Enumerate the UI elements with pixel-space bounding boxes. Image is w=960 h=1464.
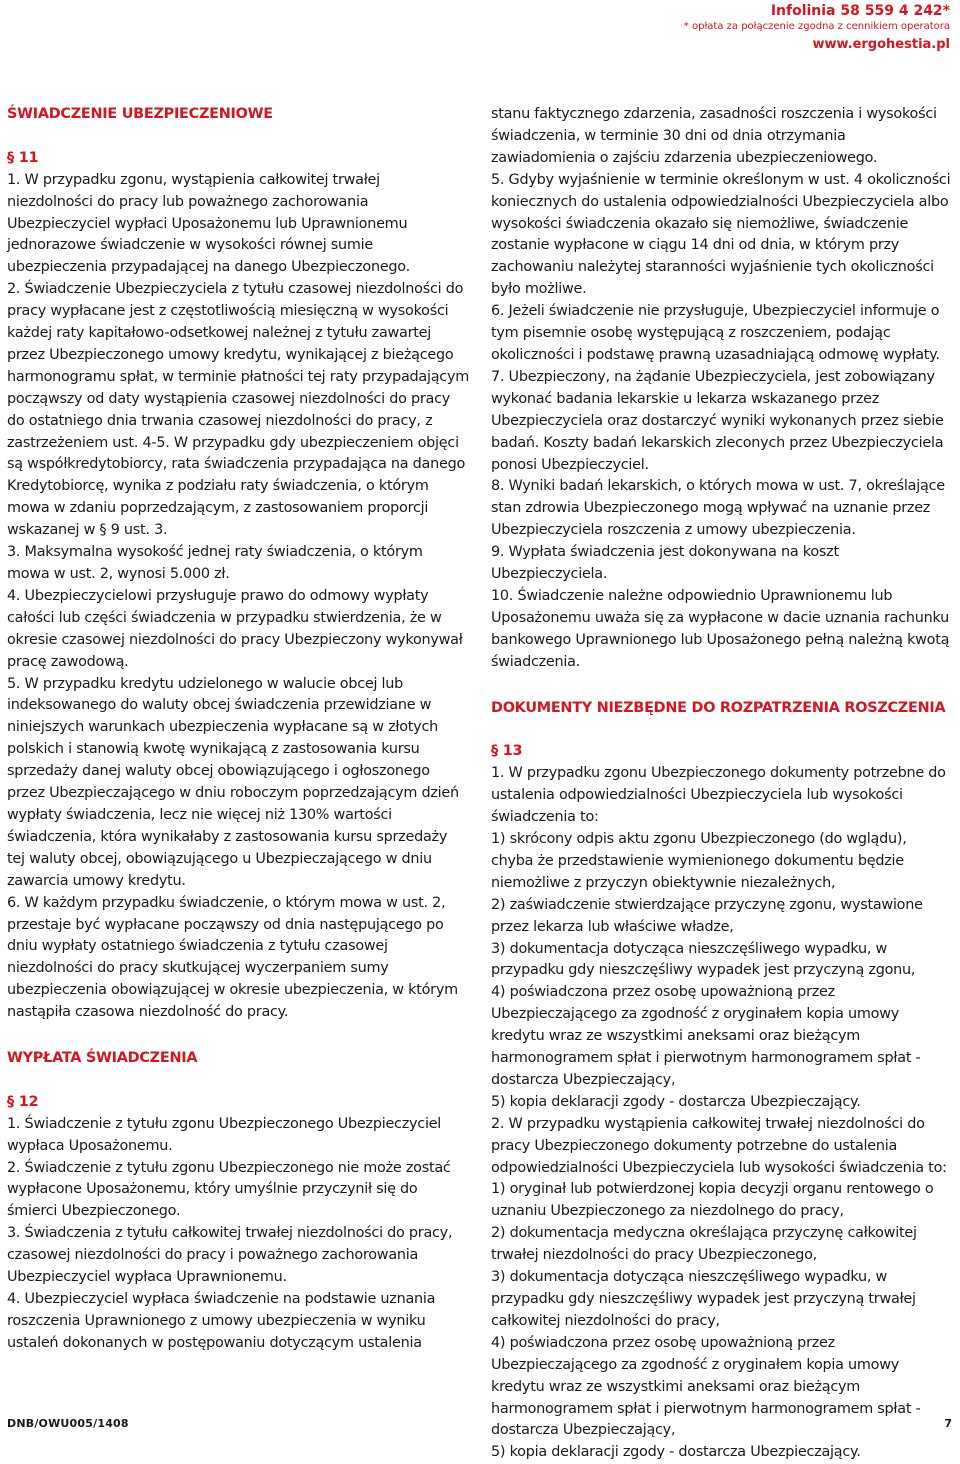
clause-12-9: 9. Wypłata świadczenia jest dokonywana na koszt Ubezpieczyciela.	[491, 544, 839, 583]
clause-13-1: 1. W przypadku zgonu Ubezpieczonego dokumenty potrzebne do ustalenia odpowiedzialności Ubezpieczyciela lub wysokości świadczenia to:	[491, 765, 946, 826]
right-column	[491, 104, 951, 1464]
clause-12-10: 10. Świadczenie należne odpowiednio Uprawnionemu lub Uposażonemu uważa się za wypłacone w dacie uznania rachunku bankowego Uprawnionego lub Uposażonego pełną należną kwotą świadczenia.	[491, 587, 950, 670]
clause-13-1-item-5: 5) kopia deklaracji zgody - dostarcza Ubezpieczający.	[491, 1093, 861, 1110]
clause-12-1: 1. Świadczenie z tytułu zgonu Ubezpieczonego Ubezpieczyciel wypłaca Uposażonemu.	[7, 1115, 442, 1154]
hotline-number: Infolinia 58 559 4 242*	[770, 3, 950, 19]
clause-13-1-item-4: 4) poświadczona przez osobę upoważnioną przez Ubezpieczającego za zgodność z oryginałem kopia umowy kredytu wraz ze wszystkimi aneksami oraz bieżącym harmonogramem spłat i pierwotnym harmonogramem spłat - dostarcza Ubezpieczający,	[491, 984, 921, 1088]
clause-12-5: 5. Gdyby wyjaśnienie w terminie określonym w ust. 4 okoliczności koniecznych do ustalenia odpowiedzialności Ubezpieczyciela albo wysokości świadczenia okazało się niemożliwe, świadczenie zostanie wypłacone w ciągu 14 dni od dnia, w którym przy zachowaniu należytej staranności wyjaśnienie tych okoliczności było możliwe.	[491, 171, 951, 298]
clause-11-3: 3. Maksymalna wysokość jednej raty świadczenia, o którym mowa w ust. 2, wynosi 5.000 zł.	[7, 544, 423, 583]
document-code: DNB/OWU005/1408	[7, 1417, 129, 1430]
clause-13-2-item-1: 1) oryginał lub potwierdzonej kopia decyzji organu rentowego o uznaniu Ubezpieczonego za niezdolnego do pracy,	[491, 1181, 934, 1220]
clause-11-5: 5. W przypadku kredytu udzielonego w walucie obcej lub indeksowanego do waluty obcej świadczenia przewidziane w niniejszych warunkach ubezpieczenia wypłacane są w złotych polskich i stanowią kwotę wynikającą z zastosowania kursu sprzedaży danej waluty obcej obowiązującego i ogłoszonego przez Ubezpieczającego w dniu roboczym poprzedzającym dzień wypłaty świadczenia, lecz nie więcej niż 130% wartości świadczenia, która wynikałaby z zastosowania kursu sprzedaży tej waluty obcej, obowiązującego u Ubezpieczającego w dniu zawarcia umowy kredytu.	[7, 675, 459, 889]
website-link[interactable]: www.ergohestia.pl	[812, 37, 950, 52]
page-header	[684, 2, 950, 54]
clause-13-1-item-1: 1) skrócony odpis aktu zgonu Ubezpieczonego (do wglądu), chyba że przedstawienie wymienionego dokumentu będzie niemożliwe z przyczyn obiektywnie niezależnych,	[491, 830, 907, 891]
page-number: 7	[944, 1417, 952, 1430]
clause-11-4: 4. Ubezpieczycielowi przysługuje prawo do odmowy wypłaty całości lub części świadczenia w przypadku stwierdzenia, że w okresie czasowej niezdolności do pracy Ubezpieczony wykonywał pracę zawodową.	[7, 587, 463, 670]
clause-12-4: 4. Ubezpieczyciel wypłaca świadczenie na podstawie uznania roszczenia Uprawnionego z umowy ubezpieczenia w wyniku ustaleń dokonanych w postępowaniu dotyczącym ustalenia	[7, 1291, 436, 1351]
clause-13-1-item-2: 2) zaświadczenie stwierdzające przyczynę zgonu, wystawione przez lekarza lub właściwe władze,	[491, 896, 923, 935]
paragraph-mark-13: § 13	[491, 743, 523, 760]
clause-12-7: 7. Ubezpieczony, na żądanie Ubezpieczyciela, jest zobowiązany wykonać badania lekarskie u lekarza wskazanego przez Ubezpieczyciela oraz dostarczyć wyniki wykonanych przez siebie badań. Koszty badań lekarskich zleconych przez Ubezpieczyciela ponosi Ubezpieczyciel.	[491, 368, 944, 473]
clause-12-8: 8. Wyniki badań lekarskich, o których mowa w ust. 7, określające stan zdrowia Ubezpieczonego mogą wpływać na uznanie przez Ubezpieczyciela roszczenia z umowy ubezpieczenia.	[491, 478, 945, 539]
clause-11-6: 6. W każdym przypadku świadczenie, o którym mowa w ust. 2, przestaje być wypłacane począwszy od dnia następującego po dniu wypłaty ostatniego świadczenia z tytułu czasowej niezdolności do pracy skutkującej wyczerpaniem sumy ubezpieczenia obowiązującej w okresie ubezpieczenia, w którym nastąpiła czasowa niezdolność do pracy.	[7, 894, 458, 1021]
clause-13-2-item-5: 5) kopia deklaracji zgody - dostarcza Ubezpieczający.	[491, 1444, 861, 1461]
call-fee-note: * opłata za połączenie zgodna z cennikiem operatora	[683, 21, 950, 32]
clause-12-4-continued: stanu faktycznego zdarzenia, zasadności roszczenia i wysokości świadczenia, w terminie 30 dni od dnia otrzymania zawiadomienia o zajściu zdarzenia ubezpieczeniowego.	[491, 106, 937, 166]
clause-13-1-item-3: 3) dokumentacja dotycząca nieszczęśliwego wypadku, w przypadku gdy nieszczęśliwy wypadek jest przyczyną zgonu,	[491, 940, 916, 979]
clause-13-2-item-4: 4) poświadczona przez osobę upoważnioną przez Ubezpieczającego za zgodność z oryginałem kopia umowy kredytu wraz ze wszystkimi aneksami oraz bieżącym harmonogramem spłat i pierwotnym harmonogramem spłat - dostarcza Ubezpieczający,	[491, 1334, 921, 1439]
section-heading-payout: WYPŁATA ŚWIADCZENIA	[7, 1050, 198, 1067]
paragraph-mark-12: § 12	[7, 1093, 39, 1110]
clause-11-2: 2. Świadczenie Ubezpieczyciela z tytułu czasowej niezdolności do pracy wypłacane jest z częstotliwością miesięczną w wysokości każdej raty kapitałowo-odsetkowej należnej z tytułu zawartej przez Ubezpieczonego umowy kredytu, wynikającej z bieżącego harmonogramu spłat, w terminie płatności tej raty przypadającym począwszy od daty wystąpienia czasowej niezdolności do pracy do ostatniego dnia trwania czasowej niezdolności do pracy, z zastrzeżeniem ust. 4-5. W przypadku gdy ubezpieczeniem objęci są współkredytobiorcy, rata świadczenia przypadająca na danego Kredytobiorcę, wynika z podziału raty świadczenia, o którym mowa w zdaniu poprzedzającym, z zastosowaniem proporcji wskazanej w § 9 ust. 3.	[7, 281, 470, 539]
clause-13-2-item-2: 2) dokumentacja medyczna określająca przyczynę całkowitej trwałej niezdolności do pracy Ubezpieczonego,	[491, 1225, 917, 1264]
paragraph-mark-11: § 11	[7, 149, 39, 166]
clause-12-3: 3. Świadczenia z tytułu całkowitej trwałej niezdolności do pracy, czasowej niezdolności do pracy i poważnego zachorowania Ubezpieczyciel wypłaca Uprawnionemu.	[7, 1225, 453, 1286]
section-heading-documents: DOKUMENTY NIEZBĘDNE DO ROZPATRZENIA ROSZCZENIA	[491, 699, 946, 716]
left-column	[7, 104, 469, 1355]
section-heading-benefit: ŚWIADCZENIE UBEZPIECZENIOWE	[7, 106, 273, 122]
clause-13-2: 2. W przypadku wystąpienia całkowitej trwałej niezdolności do pracy Ubezpieczonego dokumenty potrzebne do ustalenia odpowiedzialności Ubezpieczyciela lub wysokości świadczenia to:	[491, 1115, 947, 1176]
clause-12-6: 6. Jeżeli świadczenie nie przysługuje, Ubezpieczyciel informuje o tym pisemnie osobę występującą z roszczeniem, podając okoliczności i podstawę prawną uzasadniającą odmowę wypłaty.	[491, 303, 940, 363]
clause-11-1: 1. W przypadku zgonu, wystąpienia całkowitej trwałej niezdolności do pracy lub poważnego zachorowania Ubezpieczyciel wypłaci Uposażonemu lub Uprawnionemu jednorazowe świadczenie w wysokości równej sumie ubezpieczenia przypadającej na danego Ubezpieczonego.	[7, 171, 410, 276]
clause-13-2-item-3: 3) dokumentacja dotycząca nieszczęśliwego wypadku, w przypadku gdy nieszczęśliwy wypadek jest przyczyną trwałej całkowitej niezdolności do pracy,	[491, 1269, 916, 1329]
clause-12-2: 2. Świadczenie z tytułu zgonu Ubezpieczonego nie może zostać wypłacone Uposażonemu, który umyślnie przyczynił się do śmierci Ubezpieczonego.	[7, 1159, 451, 1220]
